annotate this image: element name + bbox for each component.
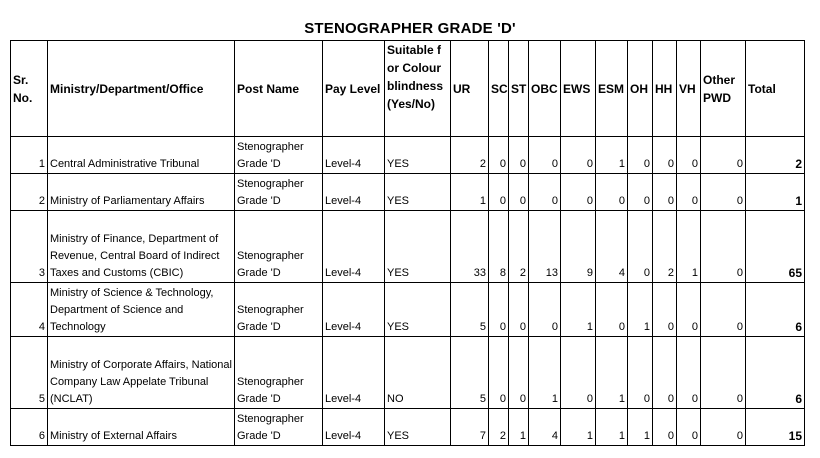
- cell-sr-no: 3: [11, 211, 48, 283]
- col-header-ministry: Ministry/Department/Office: [48, 41, 235, 137]
- cell-hh: 0: [653, 137, 677, 174]
- cell-ministry: Ministry of Finance, Department of Revenue, Central Board of Indirect Taxes and Customs (CBIC): [48, 211, 235, 283]
- cell-vh: 0: [677, 337, 701, 409]
- cell-total: 6: [746, 337, 805, 409]
- vacancy-table: [10, 40, 805, 446]
- cell-colourblindness: YES: [385, 409, 451, 446]
- cell-st: 0: [509, 283, 529, 337]
- cell-sr-no: 5: [11, 337, 48, 409]
- cell-sr-no: 4: [11, 283, 48, 337]
- cell-esm: 1: [596, 137, 628, 174]
- cell-oh: 0: [628, 137, 653, 174]
- cell-total: 6: [746, 283, 805, 337]
- cell-obc: 13: [529, 211, 561, 283]
- cell-ews: 1: [561, 409, 596, 446]
- cell-ews: 0: [561, 137, 596, 174]
- cell-oh: 0: [628, 174, 653, 211]
- cell-hh: 0: [653, 337, 677, 409]
- cell-vh: 0: [677, 409, 701, 446]
- cell-total: 1: [746, 174, 805, 211]
- cell-colourblindness: YES: [385, 211, 451, 283]
- table-row: [11, 409, 805, 446]
- col-header-st: ST: [509, 41, 529, 137]
- cell-other-pwd: 0: [701, 337, 746, 409]
- cell-sr-no: 6: [11, 409, 48, 446]
- cell-ews: 9: [561, 211, 596, 283]
- cell-other-pwd: 0: [701, 211, 746, 283]
- cell-pay-level: Level-4: [323, 174, 385, 211]
- cell-colourblindness: YES: [385, 283, 451, 337]
- cell-esm: 0: [596, 174, 628, 211]
- col-header-esm: ESM: [596, 41, 628, 137]
- cell-total: 2: [746, 137, 805, 174]
- col-header-hh: HH: [653, 41, 677, 137]
- cell-vh: 0: [677, 137, 701, 174]
- cell-esm: 4: [596, 211, 628, 283]
- col-header-vh: VH: [677, 41, 701, 137]
- document-title: STENOGRAPHER GRADE 'D': [304, 20, 516, 37]
- col-header-post-name: Post Name: [235, 41, 323, 137]
- table-row: [11, 211, 805, 283]
- cell-ur: 7: [451, 409, 489, 446]
- cell-sc: 2: [489, 409, 509, 446]
- cell-pay-level: Level-4: [323, 211, 385, 283]
- cell-post-name: Stenographer Grade 'D: [235, 174, 323, 211]
- col-header-ur: UR: [451, 41, 489, 137]
- cell-total: 15: [746, 409, 805, 446]
- cell-ministry: Ministry of Science & Technology, Department of Science and Technology: [48, 283, 235, 337]
- cell-obc: 0: [529, 283, 561, 337]
- cell-st: 0: [509, 174, 529, 211]
- cell-obc: 0: [529, 174, 561, 211]
- cell-obc: 0: [529, 137, 561, 174]
- col-header-colourblindness: Suitable for Colourblindness (Yes/No): [385, 41, 451, 137]
- cell-vh: 0: [677, 174, 701, 211]
- cell-ur: 5: [451, 283, 489, 337]
- table-row: [11, 174, 805, 211]
- cell-vh: 1: [677, 211, 701, 283]
- cell-esm: 1: [596, 409, 628, 446]
- col-header-other-pwd: Other PWD: [701, 41, 746, 137]
- cell-ur: 33: [451, 211, 489, 283]
- table-header-row: [11, 41, 805, 137]
- cell-sc: 0: [489, 337, 509, 409]
- cell-st: 0: [509, 337, 529, 409]
- cell-other-pwd: 0: [701, 283, 746, 337]
- cell-oh: 0: [628, 337, 653, 409]
- cell-colourblindness: NO: [385, 337, 451, 409]
- col-header-oh: OH: [628, 41, 653, 137]
- cell-sr-no: 2: [11, 174, 48, 211]
- cell-total: 65: [746, 211, 805, 283]
- table-row: [11, 337, 805, 409]
- cell-st: 1: [509, 409, 529, 446]
- cell-oh: 1: [628, 409, 653, 446]
- cell-hh: 0: [653, 409, 677, 446]
- cell-colourblindness: YES: [385, 137, 451, 174]
- cell-colourblindness: YES: [385, 174, 451, 211]
- cell-hh: 0: [653, 283, 677, 337]
- cell-pay-level: Level-4: [323, 409, 385, 446]
- cell-obc: 4: [529, 409, 561, 446]
- cell-post-name: Stenographer Grade 'D: [235, 409, 323, 446]
- col-header-total: Total: [746, 41, 805, 137]
- cell-post-name: Stenographer Grade 'D: [235, 137, 323, 174]
- cell-sr-no: 1: [11, 137, 48, 174]
- cell-sc: 0: [489, 137, 509, 174]
- col-header-pay-level: Pay Level: [323, 41, 385, 137]
- cell-other-pwd: 0: [701, 409, 746, 446]
- cell-sc: 0: [489, 283, 509, 337]
- cell-ews: 1: [561, 283, 596, 337]
- col-header-sr-no: Sr. No.: [11, 41, 48, 137]
- cell-pay-level: Level-4: [323, 337, 385, 409]
- cell-ministry: Central Administrative Tribunal: [48, 137, 235, 174]
- cell-post-name: Stenographer Grade 'D: [235, 211, 323, 283]
- cell-obc: 1: [529, 337, 561, 409]
- cell-ur: 5: [451, 337, 489, 409]
- col-header-ews: EWS: [561, 41, 596, 137]
- cell-other-pwd: 0: [701, 137, 746, 174]
- cell-esm: 0: [596, 283, 628, 337]
- cell-oh: 0: [628, 211, 653, 283]
- cell-st: 2: [509, 211, 529, 283]
- cell-hh: 0: [653, 174, 677, 211]
- cell-ministry: Ministry of Corporate Affairs, National Company Law Appelate Tribunal (NCLAT): [48, 337, 235, 409]
- cell-hh: 2: [653, 211, 677, 283]
- cell-pay-level: Level-4: [323, 283, 385, 337]
- cell-ministry: Ministry of External Affairs: [48, 409, 235, 446]
- cell-st: 0: [509, 137, 529, 174]
- col-header-obc: OBC: [529, 41, 561, 137]
- cell-ur: 1: [451, 174, 489, 211]
- cell-ews: 0: [561, 337, 596, 409]
- cell-other-pwd: 0: [701, 174, 746, 211]
- table-row: [11, 283, 805, 337]
- cell-sc: 0: [489, 174, 509, 211]
- cell-post-name: Stenographer Grade 'D: [235, 283, 323, 337]
- cell-oh: 1: [628, 283, 653, 337]
- cell-ministry: Ministry of Parliamentary Affairs: [48, 174, 235, 211]
- col-header-sc: SC: [489, 41, 509, 137]
- cell-sc: 8: [489, 211, 509, 283]
- cell-esm: 1: [596, 337, 628, 409]
- cell-ews: 0: [561, 174, 596, 211]
- cell-vh: 0: [677, 283, 701, 337]
- table-row: [11, 137, 805, 174]
- cell-ur: 2: [451, 137, 489, 174]
- cell-post-name: Stenographer Grade 'D: [235, 337, 323, 409]
- cell-pay-level: Level-4: [323, 137, 385, 174]
